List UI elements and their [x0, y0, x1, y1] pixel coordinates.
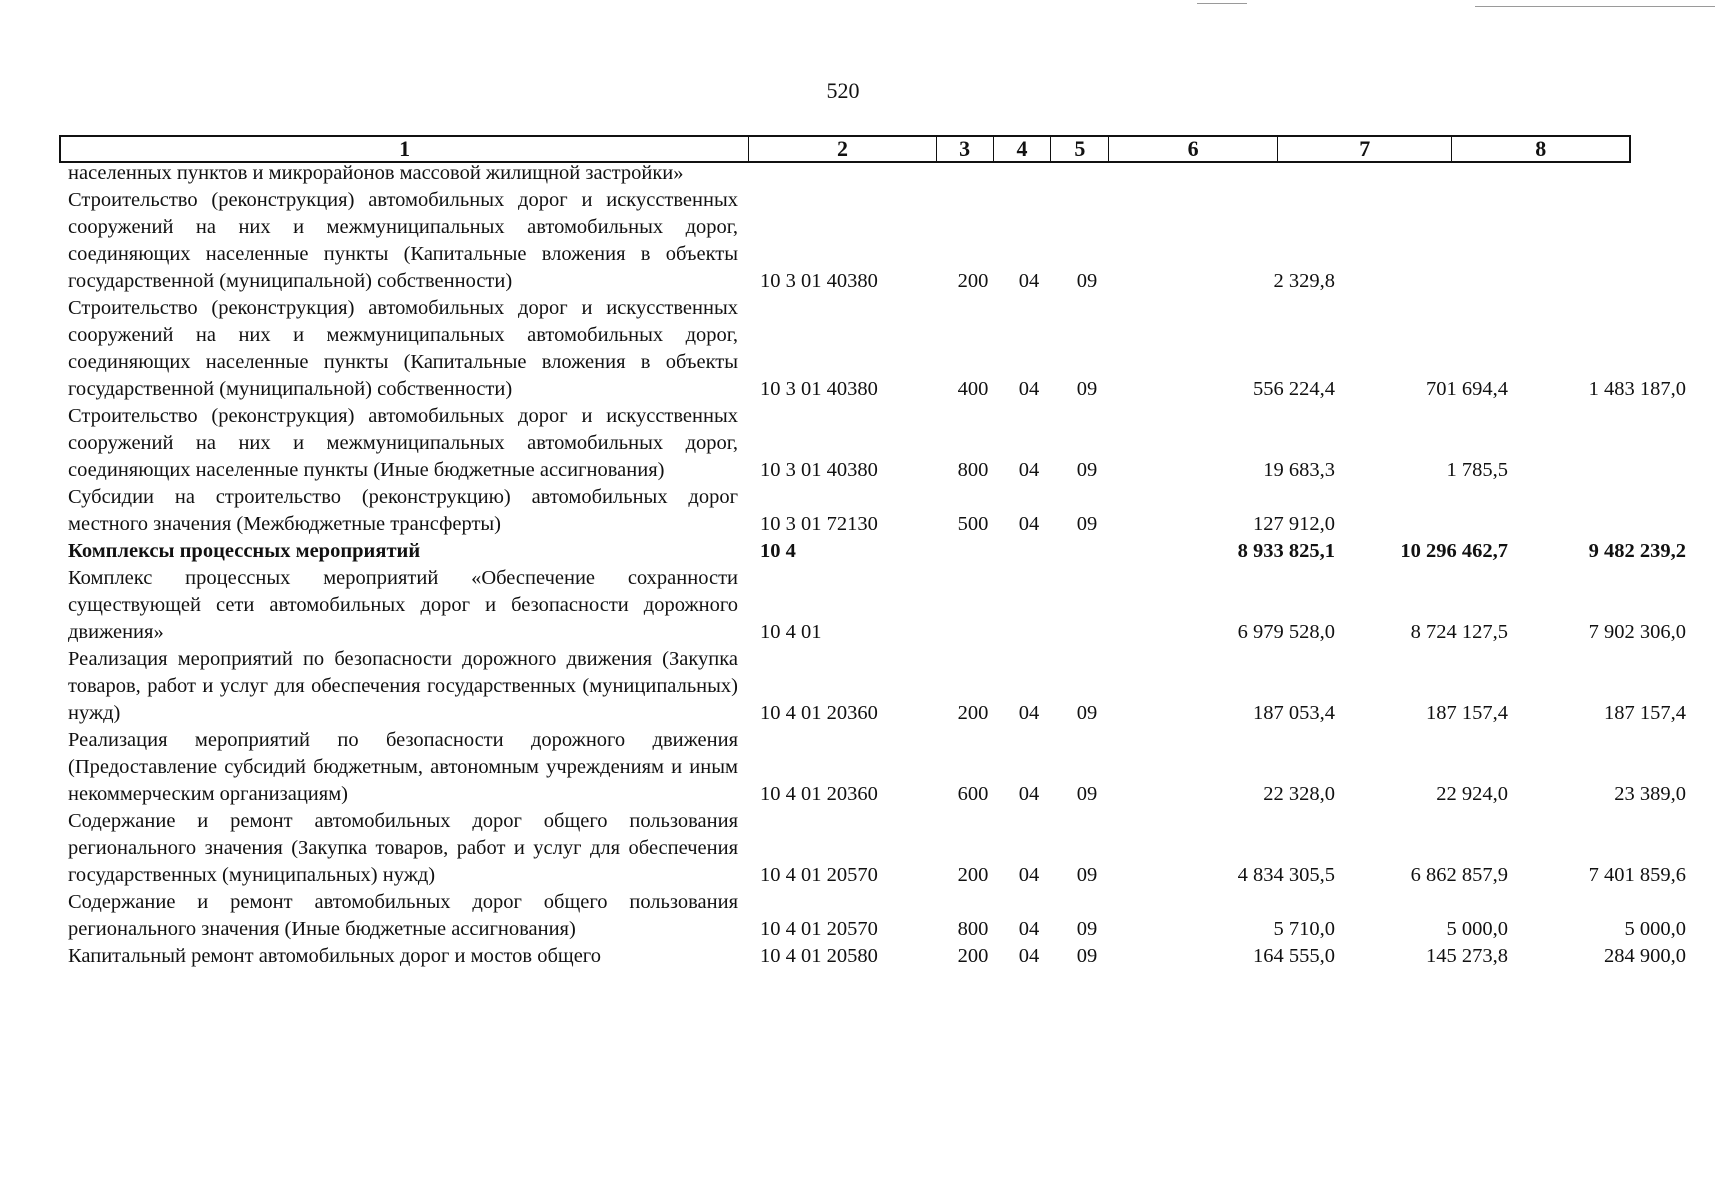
page-number: 520 — [826, 78, 860, 103]
target-article-code: 10 3 01 40380 — [760, 459, 878, 481]
amount-col-8: 9 482 239,2 — [1588, 540, 1686, 562]
amount-col-6: 4 834 305,5 — [1237, 864, 1335, 886]
amount-col-7: 145 273,8 — [1426, 945, 1508, 967]
row-values — [68, 862, 1686, 889]
row-name: Реализация мероприятий по безопасности дорожного движения (Закупка товаров, работ и услуг для обеспечения государственных (муниципальных) нужд) — [68, 648, 738, 724]
amount-col-6: 22 328,0 — [1263, 783, 1335, 805]
amount-col-6: 127 912,0 — [1253, 513, 1335, 535]
table-row — [68, 403, 1648, 484]
row-name: Строительство (реконструкция) автомобильных дорог и искусственных сооружений на них и межмуниципальных автомобильных дорог, соединяющих населенные пункты (Иные бюджетные ассигнования) — [68, 405, 738, 481]
table-row — [68, 484, 1648, 538]
section-code: 04 — [1018, 945, 1040, 967]
column-header-8: 8 — [1535, 136, 1547, 161]
target-article-code: 10 4 01 20570 — [760, 918, 878, 940]
amount-col-8: 7 902 306,0 — [1588, 621, 1686, 643]
table-row — [68, 943, 1686, 970]
amount-col-7: 6 862 857,9 — [1410, 864, 1508, 886]
amount-col-8: 7 401 859,6 — [1588, 864, 1686, 886]
column-header-1: 1 — [61, 137, 749, 161]
amount-col-8: 23 389,0 — [1614, 783, 1686, 805]
amount-col-7: 5 000,0 — [1446, 918, 1508, 940]
expense-type-code: 800 — [957, 918, 989, 940]
subsection-code: 09 — [1076, 864, 1098, 886]
subsection-code: 09 — [1076, 945, 1098, 967]
section-code: 04 — [1018, 783, 1040, 805]
subsection-code: 09 — [1076, 513, 1098, 535]
table-row — [68, 808, 1686, 889]
table-row — [68, 565, 1686, 646]
amount-col-6: 8 933 825,1 — [1237, 540, 1335, 562]
scan-artifact-line — [1475, 6, 1715, 7]
subsection-code: 09 — [1076, 270, 1098, 292]
subsection-code: 09 — [1076, 459, 1098, 481]
row-values — [68, 268, 1648, 295]
row-values — [68, 916, 1686, 943]
table-row — [68, 727, 1686, 808]
target-article-code: 10 4 01 20360 — [760, 702, 878, 724]
expense-type-code: 200 — [957, 270, 989, 292]
amount-col-7: 1 785,5 — [1446, 459, 1508, 481]
row-name: Комплексы процессных мероприятий — [68, 540, 421, 562]
row-name: населенных пунктов и микрорайонов массовой жилищной застройки» — [68, 162, 684, 184]
expense-type-code: 200 — [957, 702, 989, 724]
row-values — [68, 700, 1686, 727]
section-code: 04 — [1018, 270, 1040, 292]
section-code: 04 — [1018, 459, 1040, 481]
expense-type-code: 800 — [957, 459, 989, 481]
amount-col-7: 701 694,4 — [1426, 378, 1508, 400]
column-header-2: 2 — [749, 137, 937, 161]
column-header-3: 3 — [937, 137, 994, 161]
expense-type-code: 200 — [957, 945, 989, 967]
amount-col-6: 187 053,4 — [1253, 702, 1335, 724]
section-code: 04 — [1018, 864, 1040, 886]
row-values — [68, 376, 1686, 403]
row-name: Комплекс процессных мероприятий «Обеспечение сохранности существующей сети автомобильных дорог и безопасности дорожного движения» — [68, 567, 738, 643]
column-header-7: 7 — [1278, 137, 1453, 161]
expense-type-code: 500 — [957, 513, 989, 535]
row-values — [68, 781, 1686, 808]
amount-col-6: 164 555,0 — [1253, 945, 1335, 967]
amount-col-8: 284 900,0 — [1604, 945, 1686, 967]
subsection-code: 09 — [1076, 378, 1098, 400]
table-header — [59, 135, 1631, 163]
row-name: Строительство (реконструкция) автомобильных дорог и искусственных сооружений на них и межмуниципальных автомобильных дорог, соединяющих населенные пункты (Капитальные вложения в объекты государственной (муниципальной) собственности) — [68, 189, 738, 292]
target-article-code: 10 4 — [760, 540, 796, 562]
amount-col-6: 556 224,4 — [1253, 378, 1335, 400]
expense-type-code: 400 — [957, 378, 989, 400]
target-article-code: 10 3 01 40380 — [760, 378, 878, 400]
table-row — [68, 160, 1648, 187]
row-values — [68, 457, 1648, 484]
column-header-5: 5 — [1051, 137, 1109, 161]
amount-col-6: 5 710,0 — [1273, 918, 1335, 940]
amount-col-7: 10 296 462,7 — [1400, 540, 1508, 562]
target-article-code: 10 4 01 20570 — [760, 864, 878, 886]
scan-artifact-line — [1197, 3, 1247, 4]
budget-table-body — [68, 160, 1686, 970]
amount-col-6: 6 979 528,0 — [1237, 621, 1335, 643]
row-name: Капитальный ремонт автомобильных дорог и мостов общего — [68, 945, 601, 967]
expense-type-code: 600 — [957, 783, 989, 805]
target-article-code: 10 3 01 72130 — [760, 513, 878, 535]
table-row — [68, 538, 1686, 565]
row-values — [68, 511, 1648, 538]
column-header-4: 4 — [994, 137, 1052, 161]
target-article-code: 10 4 01 20360 — [760, 783, 878, 805]
amount-col-8: 5 000,0 — [1624, 918, 1686, 940]
subsection-code: 09 — [1076, 783, 1098, 805]
row-values — [68, 943, 1686, 970]
expense-type-code: 200 — [957, 864, 989, 886]
row-name: Строительство (реконструкция) автомобильных дорог и искусственных сооружений на них и межмуниципальных автомобильных дорог, соединяющих населенные пункты (Капитальные вложения в объекты государственной (муниципальной) собственности) — [68, 297, 738, 400]
section-code: 04 — [1018, 918, 1040, 940]
row-values — [68, 160, 1648, 187]
row-name: Субсидии на строительство (реконструкцию) автомобильных дорог местного значения (Межбюджетные трансферты) — [68, 486, 738, 535]
table-row — [68, 295, 1686, 403]
subsection-code: 09 — [1076, 702, 1098, 724]
amount-col-7: 187 157,4 — [1426, 702, 1508, 724]
row-name: Содержание и ремонт автомобильных дорог общего пользования регионального значения (Иные бюджетные ассигнования) — [68, 891, 738, 940]
target-article-code: 10 4 01 — [760, 621, 822, 643]
row-values — [68, 538, 1686, 565]
row-name: Реализация мероприятий по безопасности дорожного движения (Предоставление субсидий бюджетным, автономным учреждениям и иным некоммерческим организациям) — [68, 729, 738, 805]
amount-col-8: 1 483 187,0 — [1588, 378, 1686, 400]
table-row — [68, 889, 1686, 943]
table-row — [68, 187, 1648, 295]
target-article-code: 10 4 01 20580 — [760, 945, 878, 967]
column-header-6: 6 — [1109, 137, 1278, 161]
row-values — [68, 619, 1686, 646]
table-row — [68, 646, 1686, 727]
section-code: 04 — [1018, 513, 1040, 535]
amount-col-6: 2 329,8 — [1273, 270, 1335, 292]
row-name: Содержание и ремонт автомобильных дорог общего пользования регионального значения (Закупка товаров, работ и услуг для обеспечения государственных (муниципальных) нужд) — [68, 810, 738, 886]
section-code: 04 — [1018, 378, 1040, 400]
amount-col-7: 22 924,0 — [1436, 783, 1508, 805]
target-article-code: 10 3 01 40380 — [760, 270, 878, 292]
subsection-code: 09 — [1076, 918, 1098, 940]
section-code: 04 — [1018, 702, 1040, 724]
amount-col-8: 187 157,4 — [1604, 702, 1686, 724]
amount-col-6: 19 683,3 — [1263, 459, 1335, 481]
amount-col-7: 8 724 127,5 — [1410, 621, 1508, 643]
